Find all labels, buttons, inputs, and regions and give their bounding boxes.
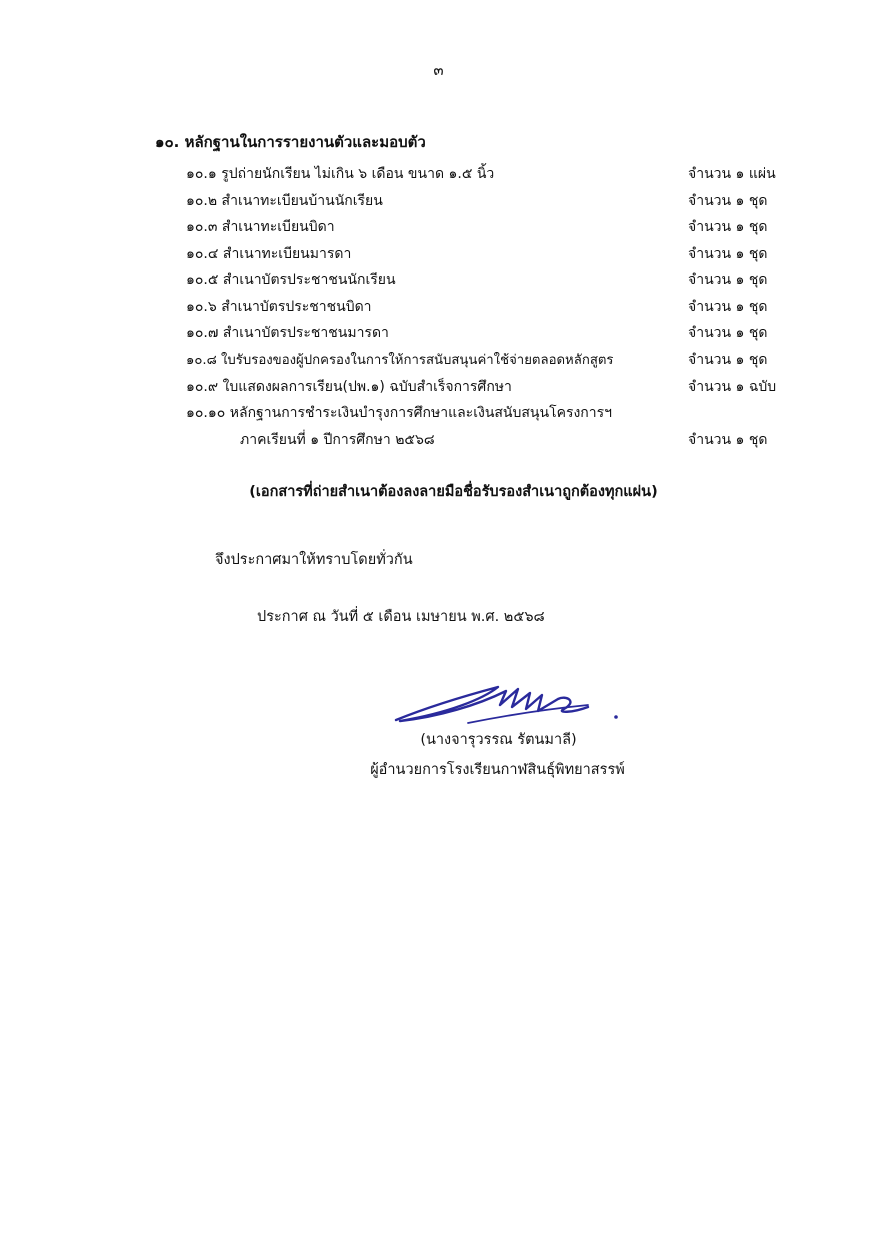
item-quantity: จำนวน ๑ ชุด <box>688 272 768 288</box>
item-label: ๑๐.๔ สำเนาทะเบียนมารดา <box>186 246 352 262</box>
signature-dot <box>614 715 618 719</box>
section-heading: ๑๐. หลักฐานในการรายงานตัวและมอบตัว <box>155 133 426 151</box>
item-quantity: จำนวน ๑ ฉบับ <box>688 379 777 395</box>
signature-stroke <box>396 687 588 721</box>
item-quantity: จำนวน ๑ ชุด <box>688 299 768 315</box>
list-item <box>0 402 877 426</box>
list-item <box>0 429 877 453</box>
item-label: ๑๐.๘ ใบรับรองของผู้ปกครองในการให้การสนับสนุนค่าใช้จ่ายตลอดหลักสูตร <box>186 353 614 368</box>
page-number: ๓ <box>433 61 444 79</box>
item-label: ๑๐.๒ สำเนาทะเบียนบ้านนักเรียน <box>186 193 383 209</box>
item-quantity: จำนวน ๑ ชุด <box>688 325 768 341</box>
signature <box>388 665 628 735</box>
item-label: ภาคเรียนที่ ๑ ปีการศึกษา ๒๕๖๘ <box>240 432 435 448</box>
item-label: ๑๐.๑๐ หลักฐานการชำระเงินบำรุงการศึกษาและเงินสนับสนุนโครงการฯ <box>186 405 613 421</box>
item-quantity: จำนวน ๑ ชุด <box>688 352 768 368</box>
item-quantity: จำนวน ๑ ชุด <box>688 432 768 448</box>
signer-name: (นางจารุวรรณ รัตนมาลี) <box>420 732 577 748</box>
item-label: ๑๐.๖ สำเนาบัตรประชาชนบิดา <box>186 299 372 315</box>
certification-note: (เอกสารที่ถ่ายสำเนาต้องลงลายมือชื่อรับรองสำเนาถูกต้องทุกแผ่น) <box>249 484 658 500</box>
item-quantity: จำนวน ๑ ชุด <box>688 246 768 262</box>
item-quantity: จำนวน ๑ ชุด <box>688 193 768 209</box>
list-item <box>0 349 877 373</box>
list-item <box>0 322 877 346</box>
list-item <box>0 163 877 187</box>
item-quantity: จำนวน ๑ ชุด <box>688 219 768 235</box>
item-quantity: จำนวน ๑ แผ่น <box>688 166 776 182</box>
item-label: ๑๐.๙ ใบแสดงผลการเรียน(ปพ.๑) ฉบับสำเร็จการศึกษา <box>186 379 512 395</box>
list-item <box>0 243 877 267</box>
list-item <box>0 376 877 400</box>
list-item <box>0 190 877 214</box>
list-item <box>0 296 877 320</box>
item-label: ๑๐.๓ สำเนาทะเบียนบิดา <box>186 219 335 235</box>
signer-position: ผู้อำนวยการโรงเรียนกาฬสินธุ์พิทยาสรรพ์ <box>370 762 625 778</box>
announcement-text: จึงประกาศมาให้ทราบโดยทั่วกัน <box>215 552 413 568</box>
item-label: ๑๐.๗ สำเนาบัตรประชาชนมารดา <box>186 325 389 341</box>
list-item <box>0 216 877 240</box>
announcement-date: ประกาศ ณ วันที่ ๕ เดือน เมษายน พ.ศ. ๒๕๖๘ <box>257 609 545 625</box>
list-item <box>0 269 877 293</box>
item-label: ๑๐.๑ รูปถ่ายนักเรียน ไม่เกิน ๖ เดือน ขนาด ๑.๕ นิ้ว <box>186 166 495 182</box>
item-label: ๑๐.๕ สำเนาบัตรประชาชนนักเรียน <box>186 272 396 288</box>
